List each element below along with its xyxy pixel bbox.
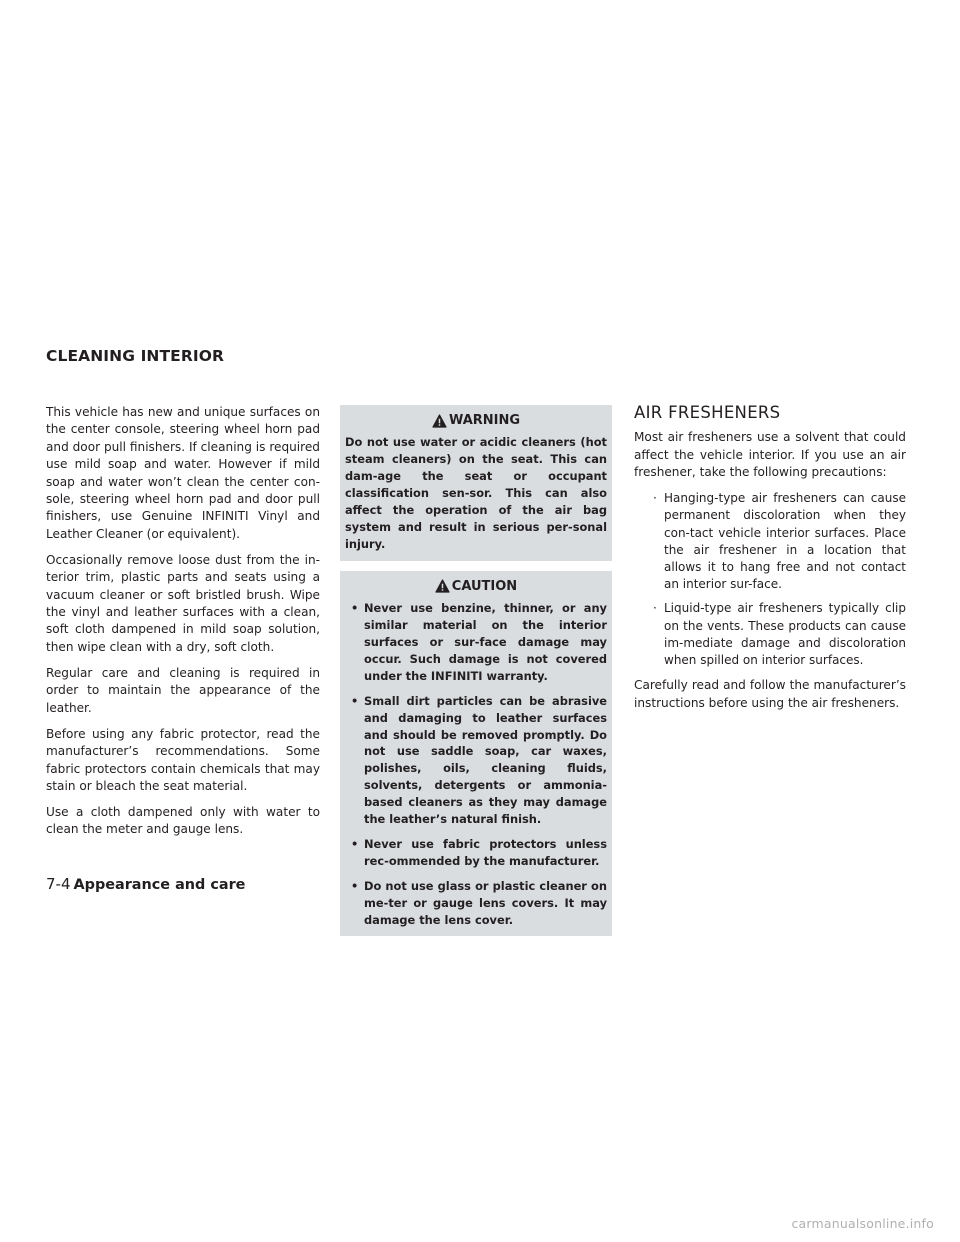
list-item: • Never use benzine, thinner, or any similar material on the interior surfaces or sur-face damage may occur. Such damage is not covered under the INFINITI warranty. [345, 600, 607, 685]
paragraph: Occasionally remove loose dust from the in-terior trim, plastic parts and seats using a vacuum cleaner or soft bristled brush. Wipe the vinyl and leather surfaces with a clean, soft cloth dampened in mild soap solution, then wipe clean with a dry, soft cloth. [46, 552, 320, 654]
column-middle [340, 405, 612, 946]
list-item: · Hanging-type air fresheners can cause permanent discoloration when they con-tact vehicle interior surfaces. Place the air freshener in a location that allows it to hang free and not contact an interior sur-face. [634, 490, 906, 593]
page-number: 7-4 [46, 875, 71, 893]
caution-triangle-icon [435, 579, 450, 593]
caution-box [340, 571, 612, 937]
paragraph: Carefully read and follow the manufacturer’s instructions before using the air fresheners. [634, 678, 906, 710]
air-fresheners-list [634, 490, 906, 669]
list-item: · Liquid-type air fresheners typically clip on the vents. These products can cause im-mediate damage and discoloration when spilled on interior surfaces. [634, 600, 906, 669]
list-item: • Do not use glass or plastic cleaner on me-ter or gauge lens covers. It may damage the lens cover. [345, 878, 607, 929]
chapter-title: Appearance and care [73, 877, 246, 893]
paragraph: Use a cloth dampened only with water to clean the meter and gauge lens. [46, 804, 320, 837]
column-left [46, 404, 320, 847]
warning-box [340, 405, 612, 561]
paragraph: Before using any fabric protector, read the manufacturer’s recommendations. Some fabric protectors contain chemicals that may stain or bleach the seat material. [46, 726, 320, 793]
paragraph: Regular care and cleaning is required in order to maintain the appearance of the leather. [46, 665, 320, 715]
list-item: • Small dirt particles can be abrasive and damaging to leather surfaces and should be removed promptly. Do not use saddle soap, car waxes, polishes, oils, cleaning fluids, solvents, detergents or ammonia-based cleaners as they may damage the leather’s natural finish. [345, 693, 607, 828]
watermark: carmanualsonline.info [791, 1216, 934, 1231]
list-item: • Never use fabric protectors unless rec-ommended by the manufacturer. [345, 836, 607, 870]
paragraph: Most air fresheners use a solvent that could affect the vehicle interior. If you use an air freshener, take the following precautions: [634, 430, 906, 480]
warning-title: WARNING [448, 413, 521, 428]
section-title: CLEANING INTERIOR [46, 347, 225, 365]
paragraph: This vehicle has new and unique surfaces on the center console, steering wheel horn pad and door pull finishers. If cleaning is required use mild soap and water. However if mild soap and water won’t clean the center con-sole, steering wheel horn pad and door pull finishers, use Genuine INFINITI Vinyl and Leather Cleaner (or equivalent). [46, 405, 320, 541]
caution-title: CAUTION [451, 578, 518, 594]
column-right [634, 404, 906, 721]
caution-header [345, 577, 607, 600]
warning-triangle-icon [432, 414, 447, 428]
caution-list [345, 600, 607, 928]
air-fresheners-heading: AIR FRESHENERS [634, 403, 781, 422]
warning-header [345, 411, 607, 434]
page-footer [46, 875, 245, 893]
warning-text: Do not use water or acidic cleaners (hot steam cleaners) on the seat. This can dam-age the seat or occupant classification sen-sor. This can also affect the operation of the air bag system and result in serious per-sonal injury. [345, 435, 607, 551]
